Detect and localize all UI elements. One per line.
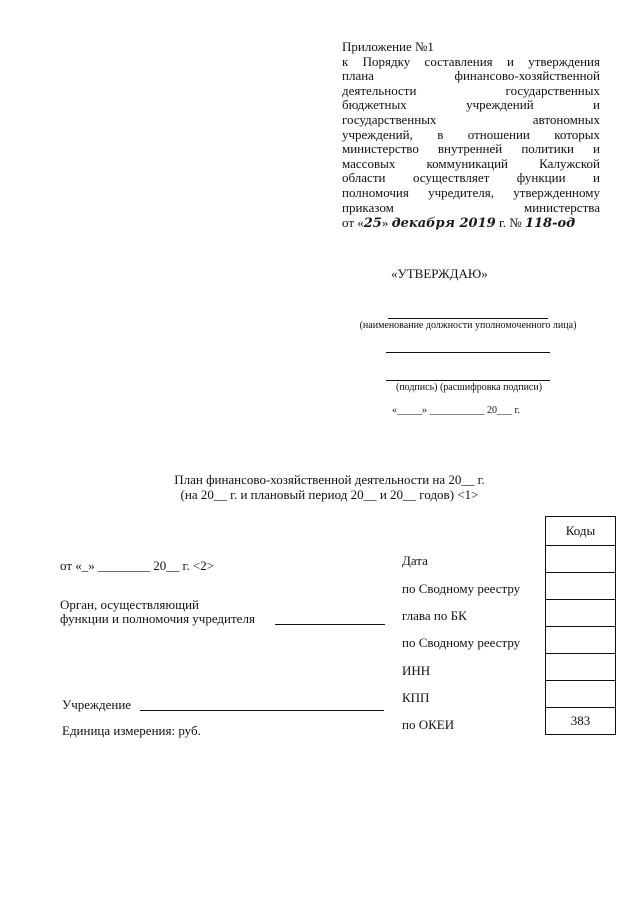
plan-title-line2: (на 20__ г. и плановый период 20__ и 20__ годов) <1> (180, 487, 479, 502)
signature-line-2 (386, 380, 550, 381)
appendix-line: массовых коммуникаций Калужской (342, 155, 600, 171)
handwritten-day: 25 (363, 216, 382, 232)
form-date-line: от «_» ________ 20__ г. <2> (60, 558, 215, 573)
code-cell-inn[interactable] (546, 654, 616, 681)
order-reference: от «25» декабря 2019 г. № 118-од (342, 215, 576, 232)
appendix-line: бюджетных учреждений и (342, 97, 600, 113)
code-label-inn: ИНН (402, 663, 431, 678)
handwritten-month-year: декабря 2019 (391, 216, 496, 232)
code-cell-registry-2[interactable] (546, 627, 616, 654)
organ-label-line2: функции и полномочия учредителя (60, 611, 255, 626)
code-cell-kpp[interactable] (546, 681, 616, 708)
code-cell-budget-chapter[interactable] (546, 600, 616, 627)
appendix-line: к Порядку составления и утверждения (342, 53, 600, 69)
approve-date-line: «_____» ___________ 20___ г. (392, 405, 520, 416)
appendix-line: учреждений, в отношении которых (342, 126, 600, 142)
approve-title: «УТВЕРЖДАЮ» (391, 266, 488, 281)
codes-table (545, 516, 616, 735)
unit-label: Единица измерения: руб. (62, 723, 201, 738)
code-label-okei: по ОКЕИ (402, 717, 455, 732)
organ-label-line1: Орган, осуществляющий (60, 597, 199, 612)
institution-label: Учреждение (62, 697, 132, 712)
code-cell-date[interactable] (546, 546, 616, 573)
organ-fill-line (275, 624, 385, 625)
handwritten-order-number: 118-од (524, 216, 576, 232)
position-caption: (наименование должности уполномоченного лица) (359, 320, 577, 331)
appendix-line: области осуществляет функции и (342, 170, 600, 186)
appendix-line: полномочия учредителя, утвержденному (342, 184, 600, 200)
appendix-line: государственных автономных (342, 111, 600, 127)
code-label-registry-1: по Сводному реестру (402, 581, 521, 596)
code-cell-okei[interactable]: 383 (546, 708, 616, 735)
position-line (388, 318, 548, 319)
signature-line-1 (386, 352, 550, 353)
appendix-block (342, 40, 600, 232)
appendix-line: плана финансово-хозяйственной (342, 68, 600, 84)
signature-caption: (подпись) (расшифровка подписи) (395, 382, 543, 393)
codes-header: Коды (546, 517, 616, 546)
appendix-line: Приложение №1 (342, 39, 434, 54)
appendix-line: деятельности государственных (342, 82, 600, 98)
code-cell-registry-1[interactable] (546, 573, 616, 600)
appendix-line: приказом министерства (342, 199, 600, 215)
code-label-kpp: КПП (402, 690, 430, 705)
appendix-line: министерство внутренней политики и (342, 141, 600, 157)
code-label-budget-chapter: глава по БК (402, 608, 467, 623)
code-label-date: Дата (402, 553, 428, 568)
plan-title-line1: План финансово-хозяйственной деятельности на 20__ г. (174, 472, 485, 487)
code-label-registry-2: по Сводному реестру (402, 635, 521, 650)
institution-fill-line (140, 710, 384, 711)
